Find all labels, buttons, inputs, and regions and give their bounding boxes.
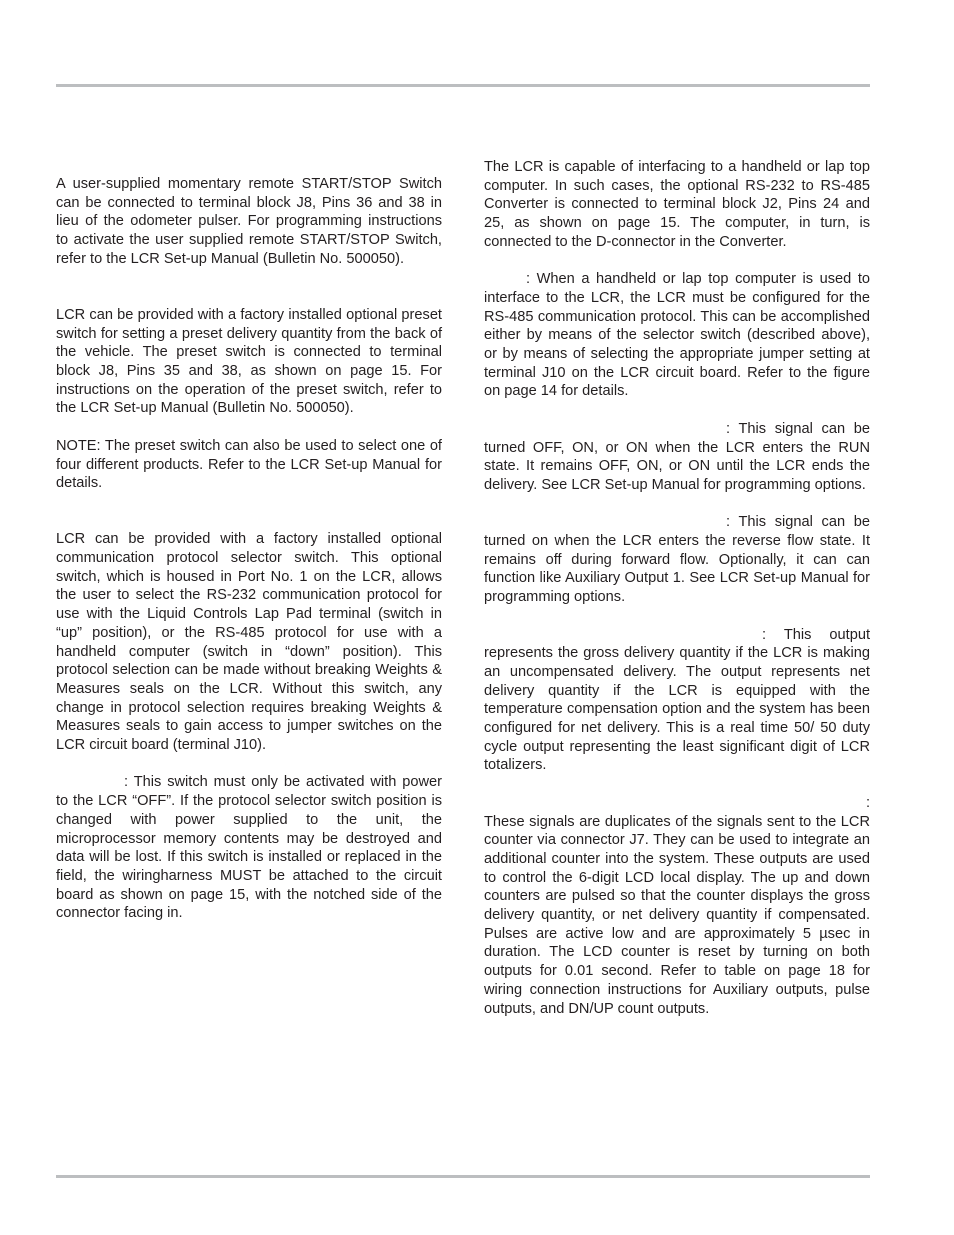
- aux-output-2-paragraph: : This signal can be turned on when the LCR enters the reverse flow state. It remains off during forward flow. Optionally, it can can function like Auxiliary Output 1. See LCR Set-up Manual for programming options.: [484, 514, 870, 606]
- left-column: [56, 175, 442, 923]
- right-column: [484, 158, 870, 1018]
- preset-switch-paragraph: LCR can be provided with a factory installed optional preset switch for setting a preset delivery quantity from the back of the vehicle. The preset switch is connected to terminal block J8, Pins 35 and 38, as shown on page 15. For instructions on the operation of the preset switch, refer to the LCR Set-up Manual (Bulletin No. 500050).: [56, 306, 442, 417]
- footer-rule: [56, 1175, 870, 1178]
- remote-switch-paragraph: A user-supplied momentary remote START/STOP Switch can be connected to terminal block J8, Pins 36 and 38 in lieu of the odometer pulser. For programming instructions to activate the user supplied remote START/STOP Switch, refer to the LCR Set-up Manual (Bulletin No. 500050).: [56, 176, 442, 267]
- preset-note-paragraph: NOTE: The preset switch can also be used to select one of four different products. Refer to the LCR Set-up Manual for details.: [56, 437, 442, 492]
- computer-interface-paragraph: The LCR is capable of interfacing to a handheld or lap top computer. In such cases, the optional RS-232 to RS-485 Converter is connected to terminal block J2, Pins 24 and 25, as shown on page 15. The computer, in turn, is connected to the D-connector in the Converter.: [484, 159, 870, 250]
- aux-output-1-paragraph: : This signal can be turned OFF, ON, or ON when the LCR enters the RUN state. It remains OFF, ON, or ON until the LCR ends the delivery. See LCR Set-up Manual for programming options.: [484, 420, 870, 493]
- caution-paragraph: : This switch must only be activated with power to the LCR “OFF”. If the protocol selector switch position is changed with power supplied to the unit, the microprocessor memory contents may be destroyed and data will be lost. If this switch is installed or replaced in the field, the wiringharness MUST be attached to the circuit board as shown on page 15, with the notched side of the connector facing in.: [56, 774, 442, 922]
- protocol-switch-paragraph: LCR can be provided with a factory installed optional communication protocol selector switch. This optional switch, which is housed in Port No. 1 on the LCR, allows the user to select the RS-232 communication protocol for use with the Liquid Controls Lap Pad terminal (switch in “up” position), or the RS-485 protocol for use with a handheld computer (switch in “down” position). This protocol selection can be made without breaking Weights & Measures seals on the LCR. Without this switch, any change in protocol selection requires breaking Weights & Measures seals to gain access to jumper switches on the LCR circuit board (terminal J10).: [56, 531, 442, 754]
- computer-note-paragraph: : When a handheld or lap top computer is used to interface to the LCR, the LCR must be configured for the RS-485 communication protocol. This can be accomplished either by means of the selector switch (described above), or by means of selecting the appropriate jumper setting at terminal J10 on the LCR circuit board. Refer to the figure on page 14 for details.: [484, 271, 870, 400]
- dn-up-paragraph: These signals are duplicates of the signals sent to the LCR counter via connector J7. They can be used to integrate an additional counter into the system. These outputs are used to control the 6-digit LCD local display. The up and down counters are pulsed so that the counter displays the gross delivery quantity, or net delivery quantity if compensated. Pulses are active low and are approximately 5 µsec in duration. The LCD counter is reset by turning on both outputs for 0.01 second. Refer to table on page 18 for wiring connection instructions for Auxiliary outputs, pulse outputs, and DN/UP count outputs.: [484, 813, 870, 1017]
- pulse-output-paragraph: : This output represents the gross delivery quantity if the LCR is making an uncompensated delivery. The output represents net delivery quantity if the LCR is equipped with the temperature compensation option and the system has been configured for net delivery. This is a real time 50/ 50 duty cycle output representing the least significant digit of LCR totalizers.: [484, 626, 870, 774]
- header-rule: [56, 84, 870, 87]
- dn-up-heading-colon: :: [865, 794, 870, 811]
